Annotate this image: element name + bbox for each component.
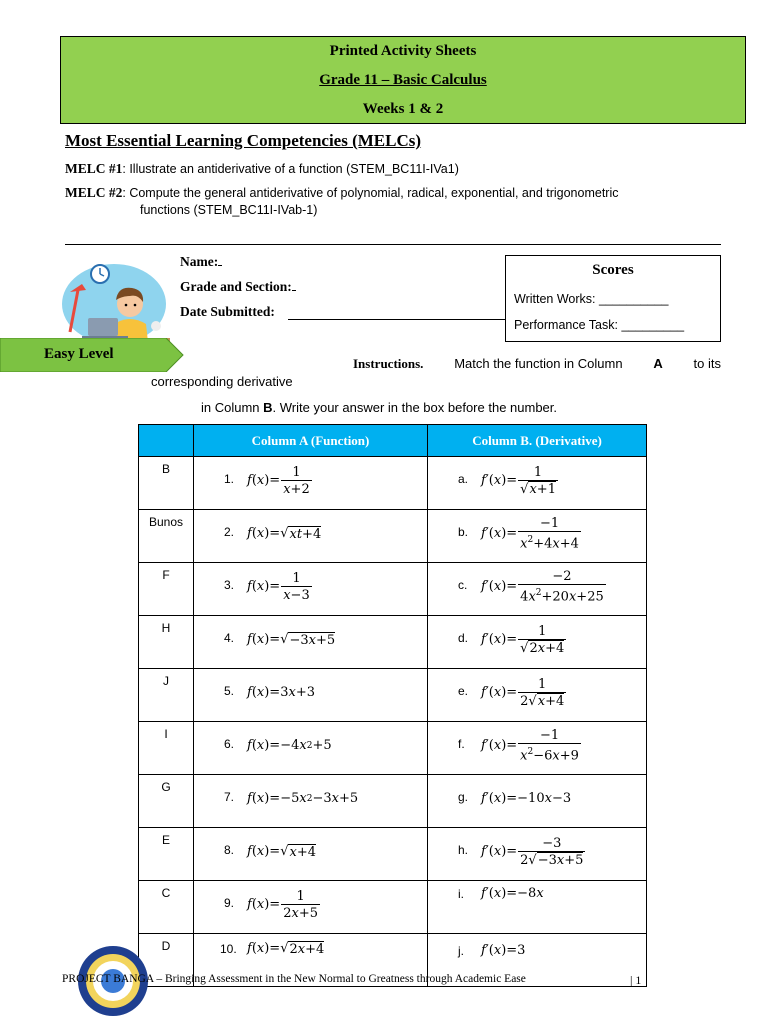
column-b-header: Column B. (Derivative) (428, 425, 647, 457)
melc-2 (65, 185, 619, 201)
derivative-cell (428, 669, 647, 722)
instructions-text-b: to its (693, 356, 721, 371)
choice-letter: d. (458, 631, 469, 645)
choice-letter: g. (458, 790, 469, 804)
instructions-text-e: . Write your answer in the box before the number. (272, 400, 558, 415)
instructions-line-2: corresponding derivative (151, 374, 293, 389)
grade-section-label: Grade and Section (180, 279, 288, 294)
item-number: 6. (224, 737, 235, 751)
date-submitted-field: Date Submitted: (180, 304, 275, 319)
table-row (139, 563, 647, 616)
answer-box[interactable]: H (139, 616, 194, 669)
function-expression: f ( x )= $\frac{1}{x+2}$ (247, 464, 310, 497)
derivative-cell (428, 616, 647, 669)
table-row (139, 669, 647, 722)
item-number: 2. (224, 525, 235, 539)
derivative-expression: f ′( x )= $\frac{-1}{x^2-6x+9}$ (481, 727, 579, 764)
function-expression: f ( x )=√ x+4 (247, 844, 316, 860)
derivative-cell (428, 775, 647, 828)
function-expression: f ( x )=√ 2x+4 (247, 941, 325, 957)
grade-section-field: Grade and Section: (180, 279, 296, 295)
function-cell (194, 510, 428, 563)
item-number: 9. (224, 896, 235, 910)
derivative-expression: f ′( x )=−10 x −3 (481, 791, 572, 806)
table-header-row (139, 425, 647, 457)
subject-title: Grade 11 – Basic Calculus (319, 72, 487, 88)
derivative-expression: f ′( x )=3 (481, 943, 526, 958)
function-cell (194, 669, 428, 722)
instructions-label: Instructions. (353, 356, 424, 371)
derivative-expression: f ′( x )= $\frac{-3}{2√-3x+5}$ (481, 835, 584, 868)
title-banner (60, 36, 746, 124)
function-expression: f ( x )=3 x +3 (247, 685, 315, 700)
choice-letter: f. (458, 737, 465, 751)
answer-box[interactable]: E (139, 828, 194, 881)
instructions-line-1 (353, 356, 721, 372)
column-b-ref: B (263, 400, 273, 415)
sheet-title: Printed Activity Sheets (329, 43, 477, 59)
date-submitted-label: Date Submitted (180, 304, 271, 319)
name-field: Name: (180, 254, 222, 270)
matching-table (138, 424, 647, 987)
student-laptop-illustration (52, 252, 172, 344)
derivative-expression: f ′( x )= $\frac{1}{√2x+4}$ (481, 623, 565, 656)
choice-letter: h. (458, 843, 469, 857)
choice-letter: j. (458, 944, 464, 958)
item-number: 7. (224, 790, 235, 804)
derivative-cell (428, 457, 647, 510)
answer-box[interactable]: C (139, 881, 194, 934)
table-row (139, 722, 647, 775)
function-cell (194, 881, 428, 934)
melc-2-text-a: : Compute the general antiderivative of polynomial, radical, exponential, and trigonometric (122, 186, 619, 200)
grade-section-input[interactable] (292, 290, 296, 291)
melc-2-text-b: functions (STEM_BC11I-IVab-1) (140, 203, 318, 217)
scores-box (505, 255, 721, 342)
derivative-expression: f ′( x )= $\frac{-1}{x^2+4x+4}$ (481, 515, 579, 552)
melc-heading: Most Essential Learning Competencies (MELCs) (65, 131, 422, 150)
function-cell (194, 563, 428, 616)
name-input[interactable] (218, 265, 222, 266)
table-row (139, 881, 647, 934)
derivative-expression: f ′( x )=−8 x (481, 886, 544, 901)
function-expression: f ( x )=−5 x 2 −3 x +5 (247, 791, 359, 806)
answer-box[interactable]: Bunos (139, 510, 194, 563)
function-expression: f ( x )=√ xt+4 (247, 526, 322, 542)
easy-level-label: Easy Level (44, 346, 114, 362)
choice-letter: i. (458, 887, 464, 901)
date-submitted-input[interactable] (288, 319, 505, 320)
function-expression: f ( x )=√ −3x+5 (247, 632, 336, 648)
answer-box[interactable]: G (139, 775, 194, 828)
item-number: 1. (224, 472, 235, 486)
table-row (139, 828, 647, 881)
choice-letter: e. (458, 684, 469, 698)
derivative-cell (428, 563, 647, 616)
item-number: 3. (224, 578, 235, 592)
function-expression: f ( x )= $\frac{1}{x-3}$ (247, 570, 310, 603)
derivative-expression: f ′( x )= $\frac{-2}{4x^2+20x+25}$ (481, 568, 604, 605)
answer-column-header (139, 425, 194, 457)
item-number: 5. (224, 684, 235, 698)
function-expression: f ( x )=−4 x 2 +5 (247, 738, 332, 753)
answer-box[interactable]: D (139, 934, 194, 987)
derivative-cell (428, 881, 647, 934)
derivative-expression: f ′( x )= $\frac{1}{2√x+4}$ (481, 676, 565, 709)
column-a-header: Column A (Function) (194, 425, 428, 457)
table-row (139, 510, 647, 563)
choice-letter: b. (458, 525, 469, 539)
name-label: Name (180, 254, 214, 269)
instructions-text-a: Match the function in Column (454, 356, 623, 371)
choice-letter: a. (458, 472, 469, 486)
answer-box[interactable]: J (139, 669, 194, 722)
answer-box[interactable]: B (139, 457, 194, 510)
written-works-score: Written Works: __________ (514, 292, 669, 306)
answer-box[interactable]: F (139, 563, 194, 616)
footer-text: PROJECT BANGA – Bringing Assessment in the New Normal to Greatness through Academic Ease (62, 973, 526, 985)
function-expression: f ( x )= $\frac{1}{2x+5}$ (247, 888, 318, 921)
derivative-cell (428, 722, 647, 775)
melc-1-text: : Illustrate an antiderivative of a function (STEM_BC11I-IVa1) (122, 162, 459, 176)
table-row (139, 775, 647, 828)
function-cell (194, 722, 428, 775)
page-number: | 1 (630, 973, 642, 987)
column-a-ref: A (653, 356, 663, 371)
performance-task-score: Performance Task: _________ (514, 318, 685, 332)
melc-2-label: MELC #2 (65, 185, 123, 200)
function-cell (194, 616, 428, 669)
item-number: 8. (224, 843, 235, 857)
function-cell (194, 775, 428, 828)
answer-box[interactable]: I (139, 722, 194, 775)
function-cell (194, 828, 428, 881)
divider (65, 244, 721, 245)
derivative-expression: f ′( x )= $\frac{1}{√x+1}$ (481, 464, 556, 497)
item-number: 10. (220, 942, 237, 956)
derivative-cell (428, 510, 647, 563)
easy-level-banner (0, 338, 184, 377)
choice-letter: c. (458, 578, 468, 592)
table-row (139, 616, 647, 669)
table-row (139, 457, 647, 510)
instructions-text-d: in Column (201, 400, 260, 415)
instructions-line-3 (201, 400, 557, 415)
item-number: 4. (224, 631, 235, 645)
scores-title: Scores (592, 262, 634, 278)
melc-1-label: MELC #1 (65, 161, 123, 176)
weeks-title: Weeks 1 & 2 (362, 101, 444, 117)
melc-1 (65, 161, 459, 177)
function-cell (194, 457, 428, 510)
